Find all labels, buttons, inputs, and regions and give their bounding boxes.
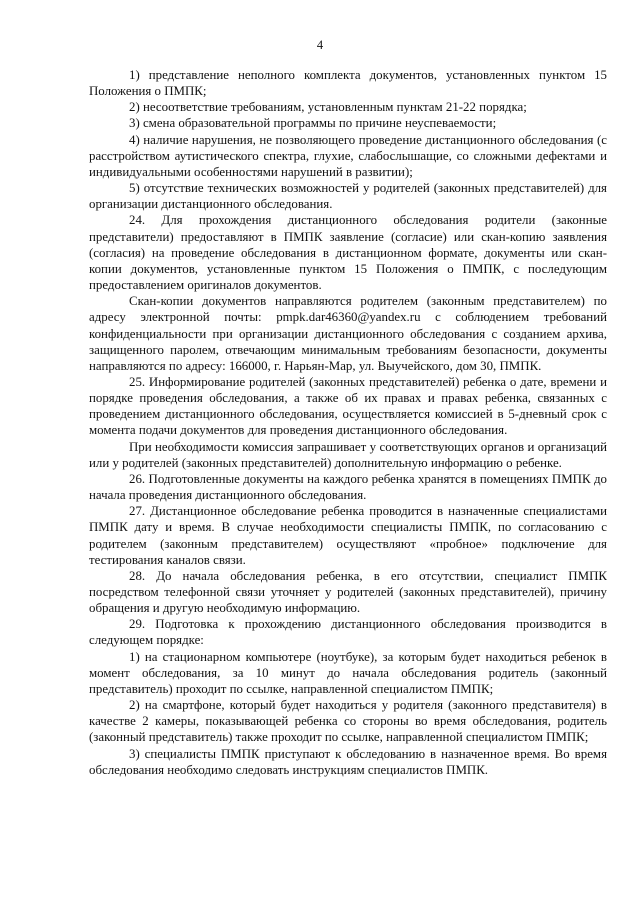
document-body	[89, 67, 607, 778]
paragraph-29: 29. Подготовка к прохождению дистанционного обследования производится в следующем порядке:	[89, 617, 607, 648]
list-item-smartphone: 2) на смартфоне, который будет находиться у родителя (законного представителя) в качестве 2 камеры, показывающей ребенка со стороны во время обследования, родитель (законный представитель) также проходит по ссылке, направленной специалистом ПМПК;	[89, 698, 607, 745]
list-item-specialists-start: 3) специалисты ПМПК приступают к обследованию в назначенное время. Во время обследования необходимо следовать инструкциям специалистов ПМПК.	[89, 746, 607, 777]
paragraph-scan-copies: Скан-копии документов направляются родителем (законным представителем) по адресу электронной почты: pmpk.dar46360@yandex.ru с соблюдением требований конфиденциальности при организации дистанционного обследования с созданием архива, защищенного паролем, отвечающим минимальным требованиям безопасности, документы направляются по адресу: 166000, г. Нарьян-Мар, ул. Выучейского, дом 30, ПМПК.	[89, 294, 607, 373]
list-item-computer: 1) на стационарном компьютере (ноутбуке), за которым будет находиться ребенок в момент обследования, за 10 минут до начала обследования родитель (законный представитель) проходит по ссылке, направленной специалистом ПМПК;	[89, 649, 607, 696]
list-item-requirements-mismatch: 2) несоответствие требованиям, установленным пунктам 21-22 порядка;	[129, 100, 527, 115]
paragraph-28: 28. До начала обследования ребенка, в его отсутствии, специалист ПМПК посредством телефонной связи уточняет у родителей (законных представителей), причину обращения и другую необходимую информацию.	[89, 568, 607, 616]
paragraph-27: 27. Дистанционное обследование ребенка проводится в назначенные специалистами ПМПК дату и время. В случае необходимости специалисты ПМПК, по согласованию с родителем (законным представителем) осуществляют «пробное» подключение для тестирования каналов связи.	[89, 504, 607, 567]
paragraph-25: 25. Информирование родителей (законных представителей) ребенка о дате, времени и порядке проведения обследования, а также об их правах и правах ребенка, связанных с проведением дистанционного обследования, осуществляется комиссией в 5-дневный срок с момента подачи документов для проведения дистанционного обследования.	[89, 374, 607, 438]
page-number: 4	[316, 38, 324, 52]
paragraph-additional-info: При необходимости комиссия запрашивает у соответствующих органов и организаций или у родителей (законных представителей) дополнительную информацию о ребенке.	[89, 439, 607, 470]
paragraph-24: 24. Для прохождения дистанционного обследования родители (законные представители) предоставляют в ПМПК заявление (согласие) или скан-копию заявления (согласия) на проведение обследования в дистанционном формате, документы или скан-копии документов, установленные пунктом 15 Положения о ПМПК, с последующим предоставлением оригиналов документов.	[89, 213, 607, 293]
list-item-disorders: 4) наличие нарушения, не позволяющего проведение дистанционного обследования (с расстройством аутистического спектра, глухие, слабослышащие, со сложными дефектами и индивидуальными особенностями нарушений в развитии);	[89, 132, 607, 179]
list-item-program-change: 3) смена образовательной программы по причине неуспеваемости;	[129, 116, 497, 131]
paragraph-26: 26. Подготовленные документы на каждого ребенка хранятся в помещениях ПМПК до начала проведения дистанционного обследования.	[89, 471, 607, 503]
list-item-incomplete-documents: 1) представление неполного комплекта документов, установленных пунктом 15 Положения о ПМПК;	[89, 68, 607, 99]
list-item-no-technical-means: 5) отсутствие технических возможностей у родителей (законных представителей) для организации дистанционного обследования.	[89, 181, 607, 212]
